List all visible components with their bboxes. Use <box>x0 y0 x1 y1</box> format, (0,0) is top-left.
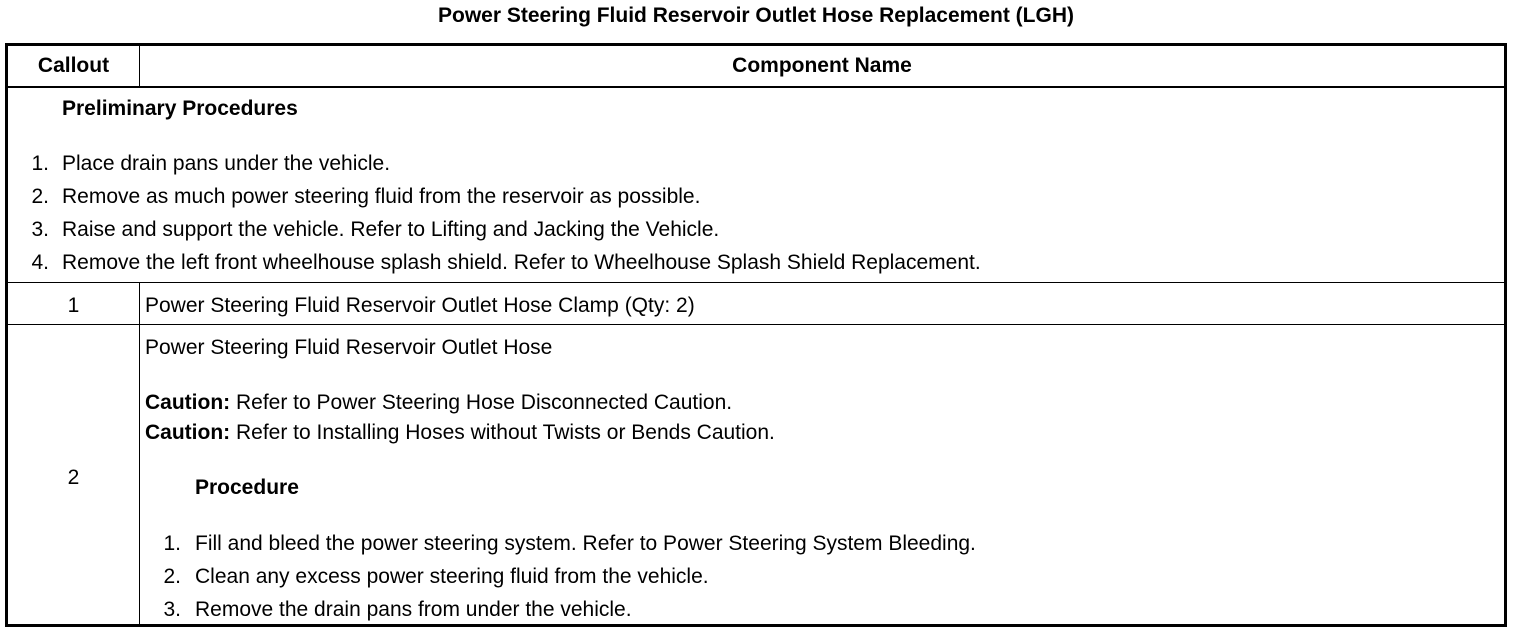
proc-step-3-num: 3. <box>163 598 181 621</box>
row1-divider <box>8 324 1504 325</box>
proc-step-1-num: 1. <box>163 532 181 555</box>
prelim-step-3-num: 3. <box>31 218 49 241</box>
proc-step-2-num: 2. <box>163 565 181 588</box>
caution-label: Caution: <box>145 391 231 414</box>
preliminary-divider <box>8 282 1504 283</box>
prelim-step-1-text: Place drain pans under the vehicle. <box>62 152 391 175</box>
prelim-step-4-text: Remove the left front wheelhouse splash shield. Refer to Wheelhouse Splash Shield Replacement. <box>62 251 981 274</box>
proc-step-2-text: Clean any excess power steering fluid from the vehicle. <box>195 565 709 588</box>
caution-text: Refer to Power Steering Hose Disconnected Caution. <box>230 391 733 414</box>
row1-callout: 1 <box>67 294 80 317</box>
column-divider-bottom <box>139 283 140 627</box>
procedure-table <box>5 43 1507 627</box>
header-component-name: Component Name <box>732 54 912 77</box>
preliminary-heading: Preliminary Procedures <box>62 97 298 120</box>
prelim-step-2-num: 2. <box>31 185 49 208</box>
row2-component-name: Power Steering Fluid Reservoir Outlet Hose <box>145 336 553 359</box>
prelim-step-2-text: Remove as much power steering fluid from the reservoir as possible. <box>62 185 701 208</box>
prelim-step-1-num: 1. <box>31 152 49 175</box>
row2-callout: 2 <box>67 466 80 489</box>
header-callout: Callout <box>37 54 110 77</box>
row1-component-name: Power Steering Fluid Reservoir Outlet Hose Clamp (Qty: 2) <box>145 294 695 317</box>
header-divider <box>8 86 1504 88</box>
prelim-step-4-num: 4. <box>31 251 49 274</box>
procedure-heading: Procedure <box>195 476 299 499</box>
proc-step-3-text: Remove the drain pans from under the vehicle. <box>195 598 632 621</box>
caution-text: Refer to Installing Hoses without Twists or Bends Caution. <box>230 421 775 444</box>
page-title: Power Steering Fluid Reservoir Outlet Hose Replacement (LGH) <box>438 4 1074 27</box>
row2-caution-2 <box>145 421 775 445</box>
prelim-step-3-text: Raise and support the vehicle. Refer to Lifting and Jacking the Vehicle. <box>62 218 720 241</box>
caution-label: Caution: <box>145 421 231 444</box>
proc-step-1-text: Fill and bleed the power steering system. Refer to Power Steering System Bleeding. <box>195 532 976 555</box>
row2-caution-1 <box>145 391 732 415</box>
